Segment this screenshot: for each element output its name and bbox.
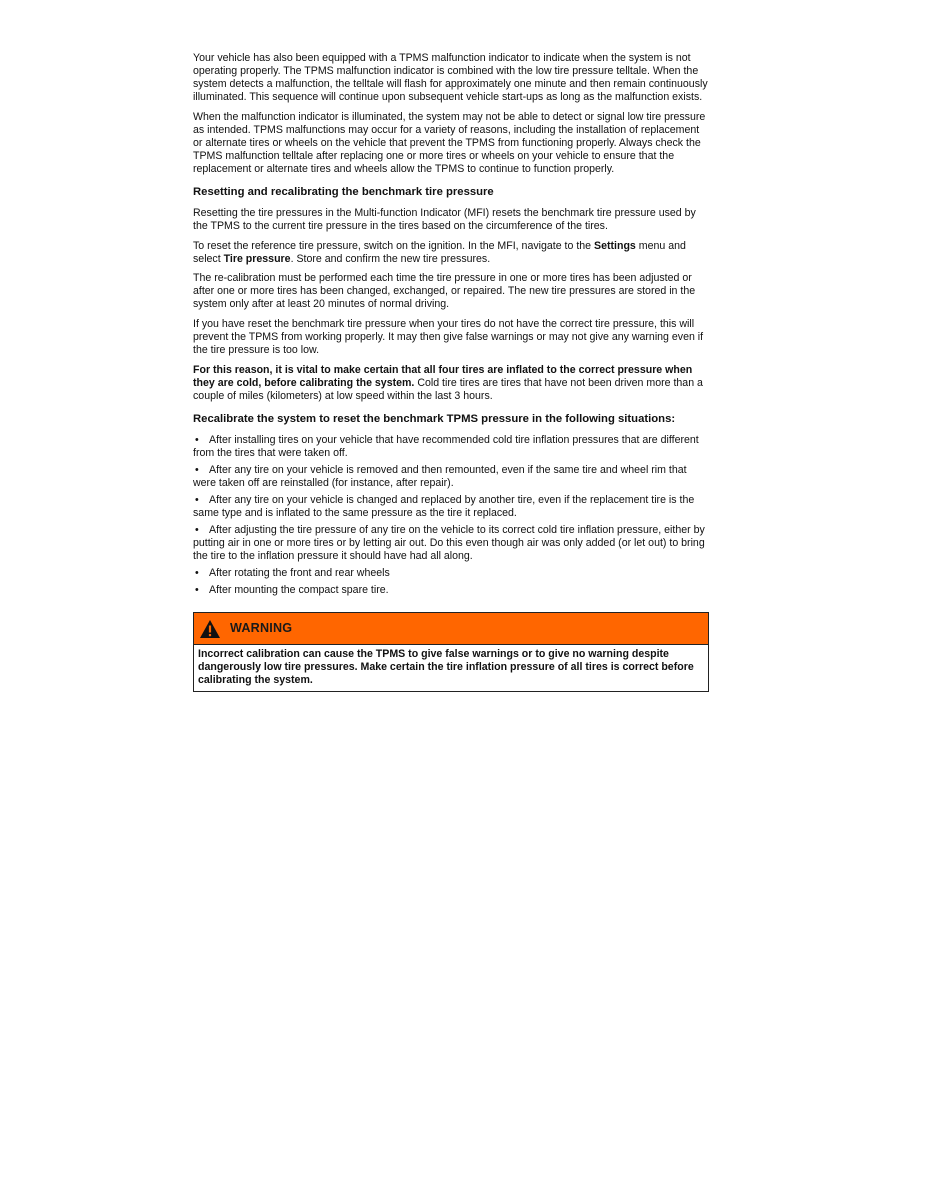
paragraph-cold-tires [193, 364, 709, 403]
list-item-text: After adjusting the tire pressure of any tire on the vehicle to its correct cold tire inflation pressure, either by putting air in one or more tires or by letting air out. Do this even though air was only added (or let out) to bring the tire to the inflation pressure it should have had all along. [193, 523, 705, 563]
warning-text: Incorrect calibration can cause the TPMS to give false warnings or to give no warning despite dangerously low tire pressures. Make certain the tire inflation pressure of all tires is correct before calibrating the system. [198, 648, 694, 687]
list-item [193, 524, 709, 563]
heading-recalibrate-situations: Recalibrate the system to reset the benchmark TPMS pressure in the following situations: [193, 413, 676, 426]
situations-list [193, 434, 709, 597]
warning-box [193, 612, 709, 692]
heading-resetting-benchmark: Resetting and recalibrating the benchmark tire pressure [193, 186, 494, 199]
list-item-text: After rotating the front and rear wheels [209, 567, 390, 580]
list-item-text: After mounting the compact spare tire. [209, 584, 389, 597]
paragraph-mfi-reset: Resetting the tire pressures in the Multi-function Indicator (MFI) resets the benchmark tire pressure used by the TPMS to the current tire pressure in the tires based on the circumference of the tires. [193, 206, 696, 232]
cold-tires-text: Cold tire tires are tires that have not been driven more than a couple of miles (kilometers) at low speed within the last 3 hours. [193, 377, 703, 403]
list-item [193, 584, 709, 597]
paragraph-malfunction-indicator: Your vehicle has also been equipped with a TPMS malfunction indicator to indicate when the system is not operating properly. The TPMS malfunction indicator is combined with the low tire pressure telltale. When the system detects a malfunction, the telltale will flash for approximately one minute and then remain continuously illuminated. This sequence will continue upon subsequent vehicle start-ups as long as the malfunction exists. [193, 52, 708, 104]
document-page [193, 52, 709, 692]
warning-header [194, 613, 708, 645]
list-item [193, 494, 709, 520]
instructions-text-3: . Store and confirm the new tire pressures. [290, 252, 491, 265]
settings-menu-label: Settings [594, 239, 636, 252]
list-item-text: After any tire on your vehicle is changed and replaced by another tire, even if the replacement tire is the same type and is inflated to the same pressure as the tire it replaced. [193, 493, 695, 519]
instructions-text-2: menu and select [193, 239, 686, 265]
paragraph-recalibration: The re-calibration must be performed each time the tire pressure in one or more tires has been adjusted or after one or more tires has been changed, exchanged, or repaired. The new tire pressures are stored in the system only after at least 20 minutes of normal driving. [193, 272, 696, 311]
bullet-icon: • [195, 584, 199, 597]
warning-title: WARNING [230, 621, 293, 636]
paragraph-malfunction-illuminated: When the malfunction indicator is illuminated, the system may not be able to detect or signal low tire pressure as intended. TPMS malfunctions may occur for a variety of reasons, including the installation of replacement or alternate tires or wheels on the vehicle that prevent the TPMS from functioning properly. Always check the TPMS malfunction telltale after replacing one or more tires or wheels on your vehicle to ensure that the replacement or alternate tires and wheels allow the TPMS to continue to function properly. [193, 110, 706, 176]
list-item [193, 464, 709, 490]
warning-triangle-icon [199, 619, 221, 639]
list-item [193, 567, 709, 580]
list-item-text: After installing tires on your vehicle that have recommended cold tire inflation pressures that are different from the tires that were taken off. [193, 433, 699, 459]
paragraph-reset-instructions [193, 240, 709, 266]
bullet-icon: • [195, 433, 199, 446]
bullet-icon: • [195, 493, 199, 506]
bullet-icon: • [195, 567, 199, 580]
bullet-icon: • [195, 463, 199, 476]
paragraph-incorrect-reset: If you have reset the benchmark tire pressure when your tires do not have the correct tire pressure, this will prevent the TPMS from working properly. It may then give false warnings or may not give any warning even if the tire pressure is too low. [193, 318, 704, 357]
list-item-text: After any tire on your vehicle is removed and then remounted, even if the same tire and wheel rim that were taken off are reinstalled (for instance, after repair). [193, 463, 687, 489]
bullet-icon: • [195, 523, 199, 536]
cold-tires-emphasis: For this reason, it is vital to make certain that all four tires are inflated to the correct pressure when they are cold, before calibrating the system. [193, 364, 693, 390]
list-item [193, 434, 709, 460]
instructions-text-1: To reset the reference tire pressure, switch on the ignition. In the MFI, navigate to the [193, 239, 595, 252]
tire-pressure-menu-label: Tire pressure [223, 252, 291, 265]
